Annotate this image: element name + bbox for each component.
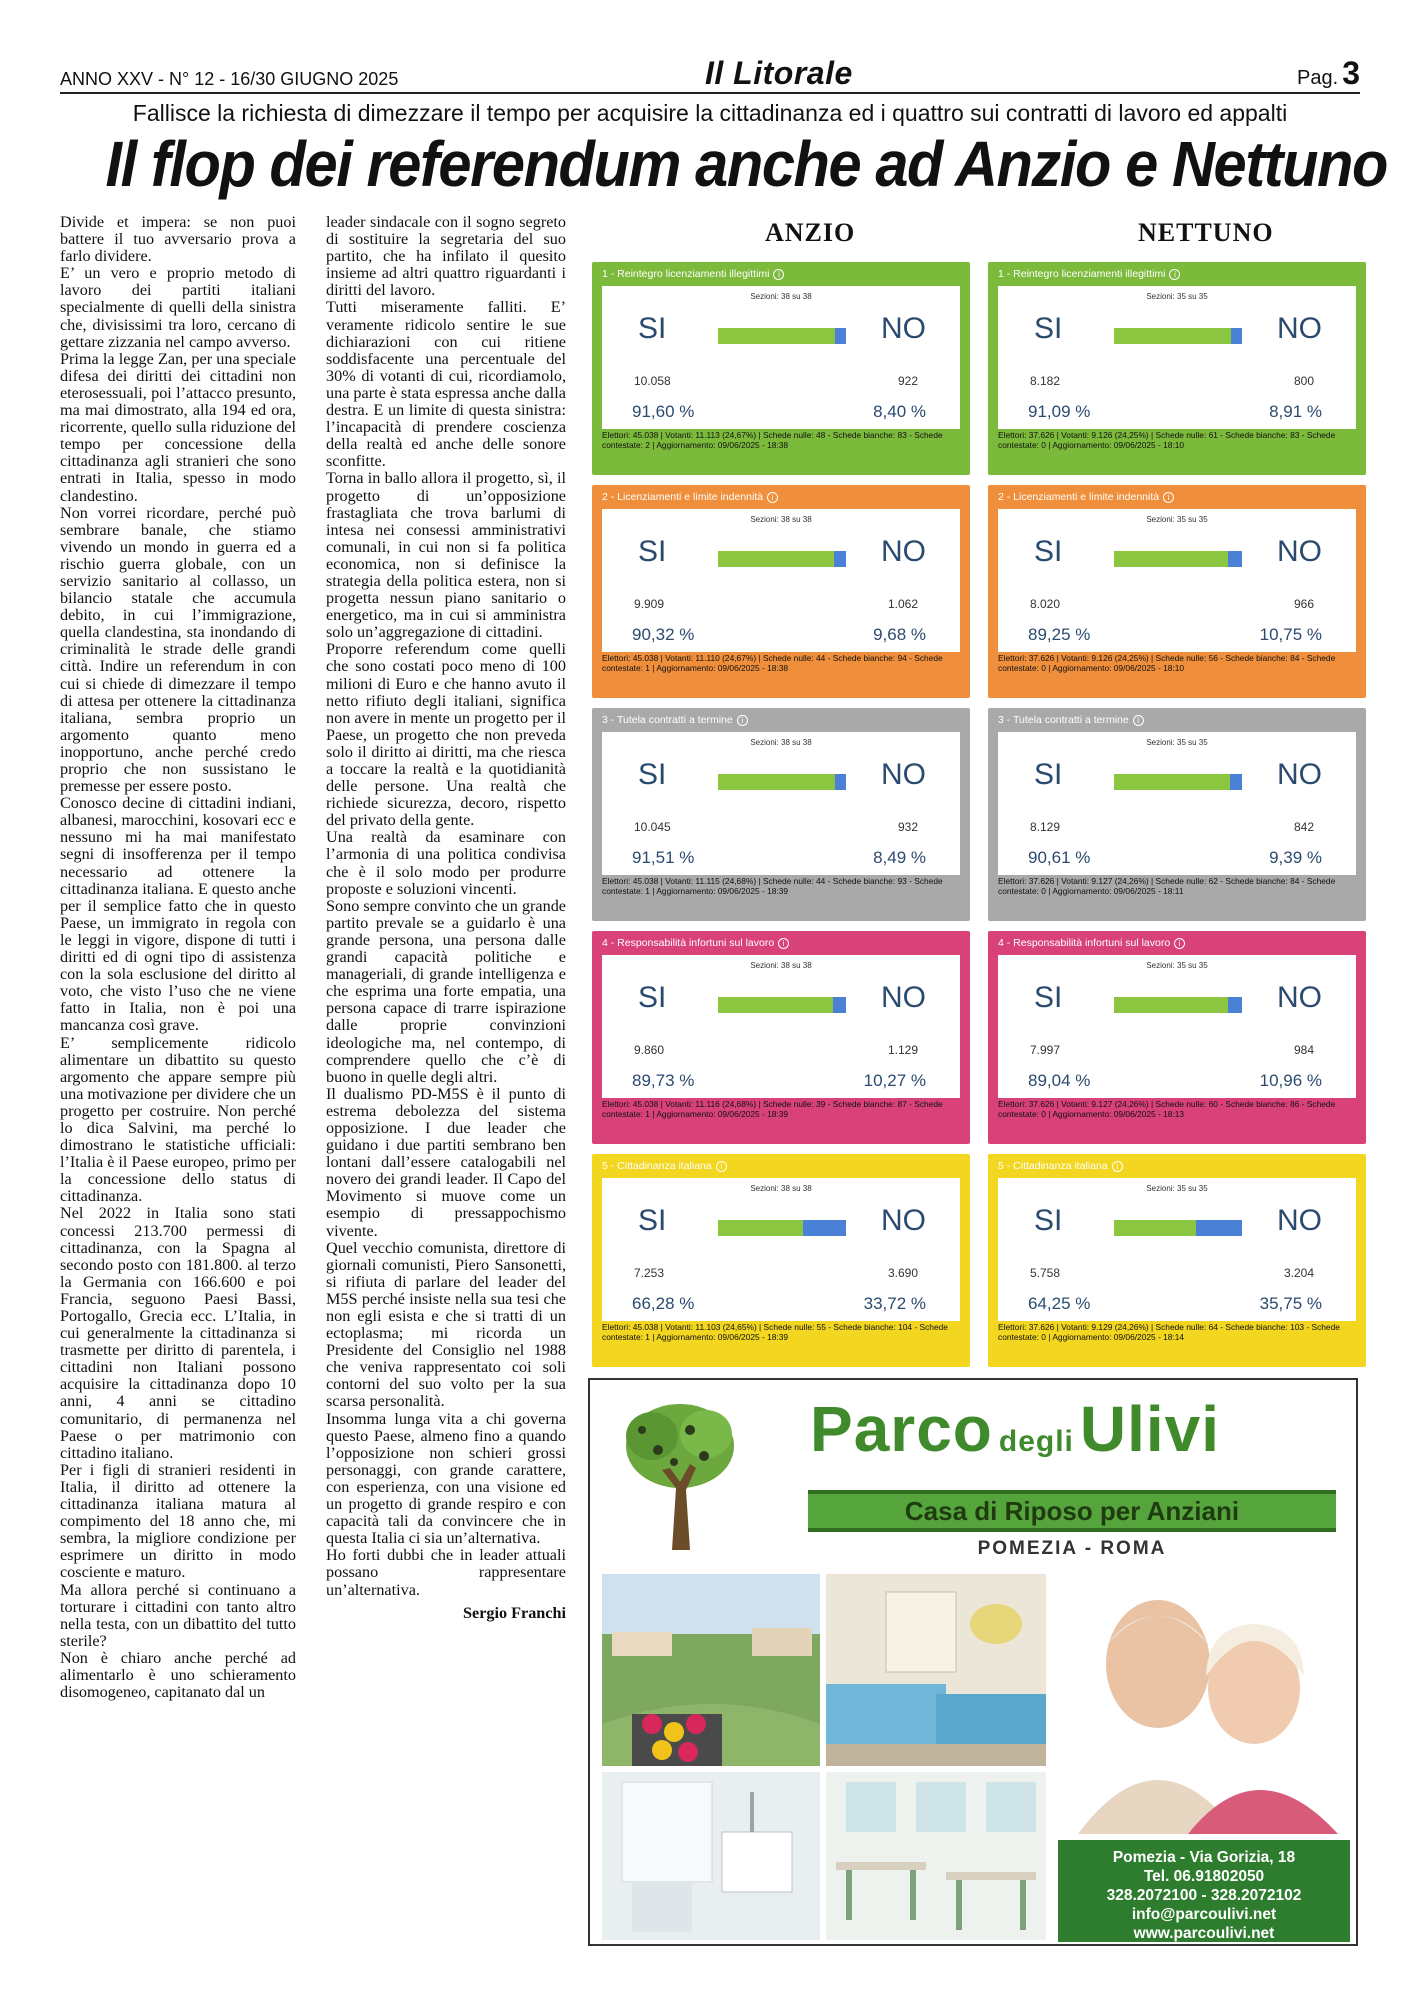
info-icon[interactable]: i — [716, 1161, 727, 1172]
result-bar — [1114, 1220, 1242, 1236]
si-label: SI — [1034, 535, 1063, 568]
no-percent: 8,40 % — [873, 402, 926, 421]
olive-tree-logo — [620, 1400, 740, 1552]
result-card-anzio-2 — [592, 485, 970, 698]
si-percent: 64,25 % — [1028, 1294, 1091, 1313]
article-paragraph: Divide et impera: se non puoi battere il tuo avversario prova a farlo dividere. — [60, 214, 296, 266]
result-bar — [1114, 997, 1242, 1013]
turnout-stats: Elettori: 45.038 | Votanti: 11.110 (24,67%) | Schede nulle: 44 - Schede bianche: 94 - Schede contestate: 1 | Aggiornamento: 09/06/2025 - 18:38 — [602, 653, 943, 673]
sections-count: Sezioni: 35 su 35 — [1146, 292, 1208, 301]
result-bar-si-fill — [1114, 328, 1231, 344]
question-title-text: 4 - Responsabilità infortuni sul lavoro — [602, 937, 775, 949]
page-number — [1297, 55, 1360, 92]
turnout-stats: Elettori: 45.038 | Votanti: 11.113 (24,67%) | Schede nulle: 48 - Schede bianche: 83 - Schede contestate: 2 | Aggiornamento: 09/06/2025 - 18:38 — [602, 430, 943, 450]
no-percent: 10,75 % — [1259, 625, 1322, 644]
question-title — [602, 714, 748, 726]
newspaper-logo: Il Litorale — [705, 55, 853, 91]
question-title-text: 2 - Licenziamenti e limite indennità — [998, 491, 1160, 503]
result-panel — [998, 286, 1356, 429]
result-bar — [718, 774, 846, 790]
photo-bedroom — [826, 1574, 1046, 1766]
sections-count: Sezioni: 38 su 38 — [750, 1184, 812, 1193]
question-title-text: 1 - Reintegro licenziamenti illegittimi — [602, 268, 770, 280]
ad-phone: Tel. 06.91802050 — [1143, 1868, 1265, 1885]
turnout-stats: Elettori: 37.626 | Votanti: 9.129 (24,26%) | Schede nulle: 64 - Schede bianche: 103 - Schede contestate: 0 | Aggiornamento: 09/06/2025 - 18:14 — [998, 1322, 1340, 1342]
no-label: NO — [1277, 312, 1322, 345]
article-paragraph: Proporre referendum come quelli che sono costati poco meno di 100 milioni di Euro e che hanno avuto il netto rifiuto degli italiani, significa non avere in mente un progetto per il Paese, un progetto che non preveda solo il diritto ai diritti, ma che riesca a toccare la realtà e la quotidianità delle persone. Una realtà che richiede sicurezza, decoro, rispetto del privato della gente. — [326, 640, 566, 830]
article-paragraph: Il dualismo PD-M5S è il punto di estrema debolezza del sistema opposizione. I due leader che guidano i due partiti sembrano ben lontani dall’essere catalogabili nel novero dei grandi leader. Il Capo del Movimento si muove come un esempio di pressappochismo vivente. — [326, 1084, 566, 1240]
advertisement — [588, 1378, 1358, 1946]
question-title-text: 4 - Responsabilità infortuni sul lavoro — [998, 937, 1171, 949]
result-bar — [718, 1220, 846, 1236]
ad-website[interactable]: www.parcoulivi.net — [1133, 1925, 1275, 1942]
question-title — [998, 491, 1174, 503]
result-bar — [718, 997, 846, 1013]
issue-info: ANNO XXV - N° 12 - 16/30 GIUGNO 2025 — [60, 69, 399, 89]
si-votes: 10.058 — [634, 374, 671, 388]
info-icon[interactable]: i — [773, 269, 784, 280]
no-label: NO — [881, 312, 926, 345]
ad-email[interactable]: info@parcoulivi.net — [1131, 1906, 1277, 1923]
result-card-nettuno-3 — [988, 708, 1366, 921]
article-paragraph: Conosco decine di cittadini indiani, albanesi, marocchini, kosovari ecc e nessuno mi ha mai manifestato segni di insofferenza per il tempo necessario ad ottenere la cittadinanza italiana. E questo anche per il semplice fatto che in questo Paese, un immigrato in regola con le leggi in vigore, dispone di tutti i diritti ed di ogni tipo di assistenza con la sola esclusione del diritto al voto, che visto l’uso che ne viene fatto in Italia, non è poi una mancanza così grave. — [60, 794, 296, 1035]
result-card-nettuno-1 — [988, 262, 1366, 475]
result-bar-si-fill — [1114, 551, 1228, 567]
si-label: SI — [1034, 312, 1063, 345]
result-panel — [602, 732, 960, 875]
question-title-text: 1 - Reintegro licenziamenti illegittimi — [998, 268, 1166, 280]
no-label: NO — [1277, 758, 1322, 791]
turnout-stats: Elettori: 37.626 | Votanti: 9.127 (24,26%) | Schede nulle: 62 - Schede bianche: 84 - Schede contestate: 0 | Aggiornamento: 09/06/2025 - 18:11 — [998, 876, 1336, 896]
article-paragraph: E’ semplicemente ridicolo alimentare un dibattito su questo argomento che appare sempre più una motivazione per dividere che un progetto per costruire. Non perché lo dica Salvini, ma perché lo dimostrano le statistiche ufficiali: l’Italia è il Paese europeo, primo per la concessione dello status di cittadinanza. — [60, 1033, 296, 1206]
result-panel — [998, 955, 1356, 1098]
article-paragraph: Tutti miseramente falliti. E’ veramente ridicolo sentire le sue dichiarazioni con cui ritiene soddisfacente una percentuale del 30% di votanti di cui, ricordiamolo, una parte è stata espressa anche dalla destra. E un limite di questa sinistra: l’incapacità di prendere coscienza della realtà ed anche delle sonore sconfitte. — [326, 298, 566, 471]
question-title — [998, 714, 1144, 726]
article-paragraph: Insomma lunga vita a chi governa questo Paese, almeno fino a quando l’opposizione non schieri grossi personaggi, con grande carattere, con esperienza, con una visione ed un progetto di grande respiro e con capacità tali da convincere che in questa Italia ci sia un’alternativa. — [326, 1409, 566, 1548]
info-icon[interactable]: i — [1112, 1161, 1123, 1172]
page-number-value: 3 — [1342, 55, 1360, 91]
no-votes: 984 — [1293, 1043, 1314, 1057]
si-percent: 90,61 % — [1028, 848, 1091, 867]
sections-count: Sezioni: 38 su 38 — [750, 961, 812, 970]
result-bar — [1114, 328, 1242, 344]
si-percent: 91,60 % — [632, 402, 695, 421]
si-votes: 8.182 — [1030, 374, 1061, 388]
result-card-nettuno-4 — [988, 931, 1366, 1144]
si-votes: 8.129 — [1030, 820, 1061, 834]
question-title — [998, 937, 1185, 949]
result-bar — [718, 328, 846, 344]
ad-brand-ulivi: Ulivi — [1079, 1393, 1221, 1465]
si-label: SI — [638, 535, 667, 568]
photo-dining-room — [826, 1772, 1046, 1940]
sections-count: Sezioni: 38 su 38 — [750, 292, 812, 301]
no-percent: 9,39 % — [1269, 848, 1322, 867]
no-votes: 800 — [1293, 374, 1314, 388]
no-votes: 3.204 — [1283, 1266, 1314, 1280]
result-card-nettuno-5 — [988, 1154, 1366, 1367]
question-title-text: 5 - Cittadinanza italiana — [602, 1160, 712, 1172]
si-votes: 10.045 — [634, 820, 671, 834]
ad-subtitle: Casa di Riposo per Anziani — [808, 1490, 1336, 1532]
result-card-anzio-5 — [592, 1154, 970, 1367]
si-votes: 7.997 — [1030, 1043, 1061, 1057]
result-bar-si-fill — [718, 1220, 803, 1236]
question-title — [602, 491, 778, 503]
no-votes: 3.690 — [887, 1266, 918, 1280]
sections-count: Sezioni: 35 su 35 — [1146, 961, 1208, 970]
result-bar-si-fill — [718, 774, 835, 790]
no-label: NO — [1277, 1204, 1322, 1237]
article-paragraph: Nel 2022 in Italia sono stati concessi 213.700 permessi di cittadinanza, con la Spagna al secondo posto con 181.800. al terzo la Germania con 166.600 e poi Francia, seguono Paesi Bassi, Portogallo, Grecia ecc. L’Italia, in cui generalmente la cittadinanza si trasmette per diritto di parentela, i cittadini non Italiani possono acquisire la cittadinanza dopo 10 anni, 4 anni se cittadino comunitario, di permanenza nel Paese o per matrimonio con cittadino italiano. — [60, 1204, 296, 1462]
result-panel — [998, 509, 1356, 652]
article-paragraph: Per i figli di stranieri residenti in Italia, il diritto ad ottenere la cittadinanza italiana matura al compimento del 18 anno che, mi sembra, la migliore condizione per esprimere un diritto in modo cosciente e maturo. — [60, 1460, 296, 1582]
question-title-text: 5 - Cittadinanza italiana — [998, 1160, 1108, 1172]
result-panel — [602, 955, 960, 1098]
result-panel — [602, 286, 960, 429]
result-bar — [718, 551, 846, 567]
si-label: SI — [638, 312, 667, 345]
ad-brand — [810, 1392, 1220, 1466]
result-card-anzio-4 — [592, 931, 970, 1144]
si-percent: 89,04 % — [1028, 1071, 1091, 1090]
result-panel — [602, 1178, 960, 1321]
result-panel — [602, 509, 960, 652]
si-label: SI — [638, 758, 667, 791]
photo-garden — [602, 1574, 820, 1766]
result-bar-si-fill — [1114, 997, 1228, 1013]
no-percent: 8,49 % — [873, 848, 926, 867]
ad-contact-box — [1058, 1840, 1350, 1942]
no-votes: 1.062 — [887, 597, 918, 611]
result-card-nettuno-2 — [988, 485, 1366, 698]
result-bar — [1114, 551, 1242, 567]
sections-count: Sezioni: 38 su 38 — [750, 515, 812, 524]
no-votes: 842 — [1293, 820, 1314, 834]
info-icon[interactable]: i — [1174, 938, 1185, 949]
si-label: SI — [1034, 758, 1063, 791]
article-paragraph: Non è chiaro anche perché ad alimentarlo è uno schieramento disomogeneo, capitanato dal un — [60, 1648, 296, 1702]
no-label: NO — [881, 1204, 926, 1237]
photo-elderly-couple — [1058, 1576, 1350, 1834]
page-label: Pag. — [1297, 67, 1339, 89]
kicker: Fallisce la richiesta di dimezzare il tempo per acquisire la cittadinanza ed i quattro sui contratti di lavoro ed appalti — [132, 100, 1288, 126]
ad-brand-parco: Parco — [810, 1393, 993, 1465]
question-title — [998, 1160, 1123, 1172]
result-bar-si-fill — [718, 551, 834, 567]
question-title-text: 3 - Tutela contratti a termine — [998, 714, 1129, 726]
info-icon[interactable]: i — [778, 938, 789, 949]
si-percent: 66,28 % — [632, 1294, 695, 1313]
si-label: SI — [638, 1204, 667, 1237]
si-label: SI — [1034, 981, 1063, 1014]
si-votes: 9.860 — [634, 1043, 665, 1057]
turnout-stats: Elettori: 45.038 | Votanti: 11.103 (24,65%) | Schede nulle: 55 - Schede bianche: 104 - Schede contestate: 1 | Aggiornamento: 09/06/2025 - 18:39 — [602, 1322, 948, 1342]
article-paragraph: E’ un vero e proprio metodo di lavoro dei partiti italiani specialmente di quelli della sinistra che, divisissimi tra loro, cercano di gettare zizzania nel campo avverso. — [60, 264, 296, 351]
si-percent: 91,51 % — [632, 848, 695, 867]
si-votes: 8.020 — [1030, 597, 1061, 611]
article-column-2 — [326, 214, 566, 1934]
no-label: NO — [1277, 981, 1322, 1014]
sections-count: Sezioni: 35 su 35 — [1146, 1184, 1208, 1193]
no-label: NO — [1277, 535, 1322, 568]
si-percent: 91,09 % — [1028, 402, 1091, 421]
no-votes: 932 — [897, 820, 918, 834]
article-paragraph: Ma allora perché si continuano a torturare i cittadini con tanto altro nella testa, con un dibattito del tutto sterile? — [60, 1580, 296, 1650]
article-paragraph: Sono sempre convinto che un grande partito prevale se a guidarlo è una grande persona, una persona dalle grandi capacità politiche e manageriali, di grande intelligenza e che esprima una forte empatia, una persona capace di trarre ispirazione dalle proprie convinzioni ideologiche ma, nel contempo, di comprendere quello che c’è di buono in quelle degli altri. — [326, 896, 566, 1086]
info-icon[interactable]: i — [767, 492, 778, 503]
ad-brand-degli: degli — [998, 1425, 1074, 1458]
no-label: NO — [881, 981, 926, 1014]
result-panel — [998, 1178, 1356, 1321]
result-card-anzio-3 — [592, 708, 970, 921]
no-percent: 8,91 % — [1269, 402, 1322, 421]
article-paragraph: Non vorrei ricordare, perché può sembrare banale, che stiamo vivendo un mondo in guerra ed a rischio guerra globale, con un servizio sanitario al collasso, un bilancio statale che accumula debito, in cui l’immigrazione, quella clandestina, sta inondando di criminalità le strade delle grandi città. Indire un referendum in con cui si chiede di dimezzare il tempo di attesa per ottenere la cittadinanza italiana, sembra proprio un argomento quanto meno inopportuno, anche perché credo proprio che non sussistano le premesse per essere posto. — [60, 503, 296, 796]
ad-address: Pomezia - Via Gorizia, 18 — [1112, 1849, 1296, 1866]
question-title — [602, 1160, 727, 1172]
article-column-1 — [60, 214, 296, 1934]
article-paragraph: Prima la legge Zan, per una speciale difesa dei diritti dei cittadini non eterosessuali, poi l’attacco presunto, ma mai dimostrato, alla 194 ed ora, ricorrente, quello sulla riduzione del tempo per concessione della cittadinanza agli stranieri che sono entrati in Italia, spesso in modo clandestino. — [60, 349, 296, 505]
nettuno-header: NETTUNO — [1138, 218, 1274, 247]
no-percent: 33,72 % — [863, 1294, 926, 1313]
result-bar-si-fill — [718, 328, 835, 344]
question-title-text: 3 - Tutela contratti a termine — [602, 714, 733, 726]
sections-count: Sezioni: 35 su 35 — [1146, 738, 1208, 747]
no-percent: 9,68 % — [873, 625, 926, 644]
turnout-stats: Elettori: 37.626 | Votanti: 9.126 (24,25%) | Schede nulle: 56 - Schede bianche: 84 - Schede contestate: 0 | Aggiornamento: 09/06/2025 - 18:10 — [998, 653, 1336, 673]
article-paragraph: Ho forti dubbi che in leader attuali possano rappresentare un’alternativa. — [326, 1546, 566, 1599]
si-votes: 5.758 — [1030, 1266, 1061, 1280]
si-percent: 89,73 % — [632, 1071, 695, 1090]
no-percent: 10,27 % — [863, 1071, 926, 1090]
ad-city: POMEZIA - ROMA — [977, 1538, 1167, 1559]
result-panel — [998, 732, 1356, 875]
si-label: SI — [638, 981, 667, 1014]
info-icon[interactable]: i — [1133, 715, 1144, 726]
result-bar — [1114, 774, 1242, 790]
article-paragraph: Torna in ballo allora il progetto, sì, il progetto di un’opposizione frastagliata che trova barlumi di intesa nei consessi amministrativi comunali, in cui non si fa politica economica, non si definisce la strategia della politica estera, non si progetta nessun piano sanitario o energetico, ma in cui si amministra solo un’aggregazione di cittadini. — [326, 469, 566, 642]
no-votes: 1.129 — [887, 1043, 918, 1057]
ad-mobiles: 328.2072100 - 328.2072102 — [1106, 1887, 1302, 1904]
question-title — [602, 937, 789, 949]
question-title-text: 2 - Licenziamenti e limite indennità — [602, 491, 764, 503]
result-bar-si-fill — [718, 997, 833, 1013]
question-title — [602, 268, 784, 280]
article-paragraph: Una realtà da esaminare con l’armonia di una politica condivisa che è il solo modo per produrre proposte e soluzioni vincenti. — [326, 828, 566, 898]
article-paragraph: Quel vecchio comunista, direttore di giornali comunisti, Piero Sansonetti, si rifiuta di parlare del leader del M5S perché insiste nella sua tesi che non egli esista e che si tratti di un ectoplasma; mi ricorda un Presidente del Consiglio nel 1988 che veniva rappresentato coi soli contorni del suo volto per la sua scarsa personalità. — [326, 1238, 566, 1411]
author-signature: Sergio Franchi — [463, 1603, 566, 1622]
result-bar-si-fill — [1114, 1220, 1196, 1236]
result-bar-si-fill — [1114, 774, 1230, 790]
result-card-anzio-1 — [592, 262, 970, 475]
anzio-header: ANZIO — [765, 218, 856, 247]
info-icon[interactable]: i — [737, 715, 748, 726]
info-icon[interactable]: i — [1169, 269, 1180, 280]
photo-bathroom — [602, 1772, 820, 1940]
no-label: NO — [881, 535, 926, 568]
si-percent: 90,32 % — [632, 625, 695, 644]
turnout-stats: Elettori: 45.038 | Votanti: 11.116 (24,68%) | Schede nulle: 39 - Schede bianche: 87 - Schede contestate: 1 | Aggiornamento: 09/06/2025 - 18:39 — [602, 1099, 943, 1119]
turnout-stats: Elettori: 45.038 | Votanti: 11.115 (24,68%) | Schede nulle: 44 - Schede bianche: 93 - Schede contestate: 1 | Aggiornamento: 09/06/2025 - 18:39 — [602, 876, 943, 896]
sections-count: Sezioni: 38 su 38 — [750, 738, 812, 747]
si-votes: 7.253 — [634, 1266, 665, 1280]
question-title — [998, 268, 1180, 280]
si-percent: 89,25 % — [1028, 625, 1091, 644]
no-votes: 966 — [1293, 597, 1314, 611]
masthead — [60, 55, 1360, 94]
sections-count: Sezioni: 35 su 35 — [1146, 515, 1208, 524]
no-label: NO — [881, 758, 926, 791]
si-label: SI — [1034, 1204, 1063, 1237]
no-percent: 10,96 % — [1259, 1071, 1322, 1090]
no-votes: 922 — [897, 374, 918, 388]
info-icon[interactable]: i — [1163, 492, 1174, 503]
headline: Il flop dei referendum anche ad Anzio e Nettuno — [105, 128, 1387, 200]
si-votes: 9.909 — [634, 597, 665, 611]
turnout-stats: Elettori: 37.626 | Votanti: 9.127 (24,26%) | Schede nulle: 60 - Schede bianche: 86 - Schede contestate: 0 | Aggiornamento: 09/06/2025 - 18:13 — [998, 1099, 1336, 1119]
article-paragraph: leader sindacale con il sogno segreto di sostituire la segretaria del suo partito, che ha infilato il quesito insieme ad altri quattro riguardanti i diritti del lavoro. — [326, 214, 566, 300]
no-percent: 35,75 % — [1259, 1294, 1322, 1313]
turnout-stats: Elettori: 37.626 | Votanti: 9.126 (24,25%) | Schede nulle: 61 - Schede bianche: 83 - Schede contestate: 0 | Aggiornamento: 09/06/2025 - 18:10 — [998, 430, 1336, 450]
